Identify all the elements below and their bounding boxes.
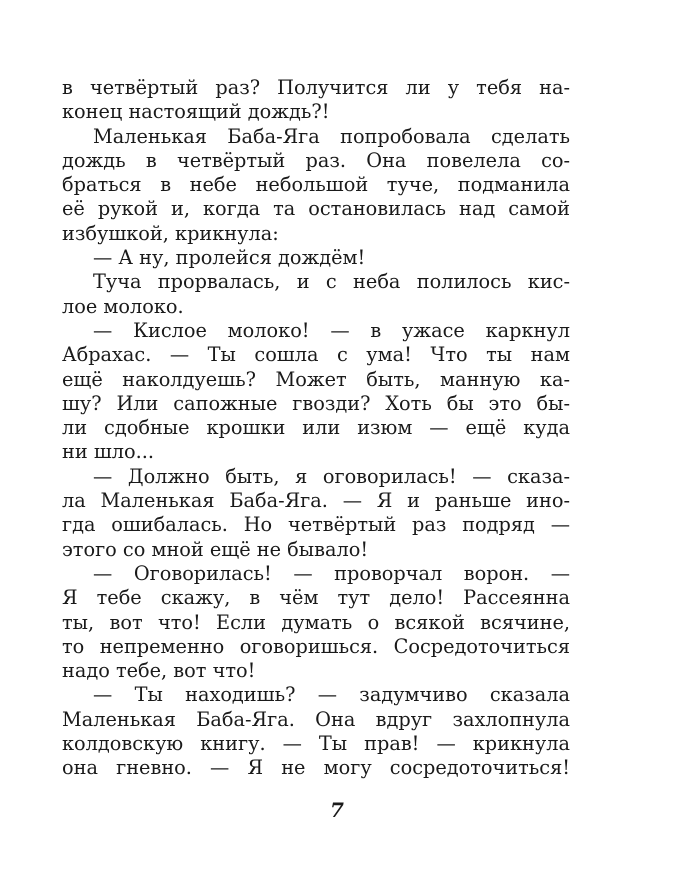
text-line: ли сдобные крошки или изюм — ещё куда xyxy=(62,416,570,440)
text-line: гда ошибалась. Но четвёртый раз подряд — xyxy=(62,513,570,537)
text-line: Абрахас. — Ты сошла с ума! Что ты нам xyxy=(62,343,570,367)
text-line: колдовскую книгу. — Ты прав! — крикнула xyxy=(62,732,570,756)
text-line: — Ты находишь? — задумчиво сказала xyxy=(93,683,570,707)
page-number: 7 xyxy=(330,798,344,822)
text-line: ты, вот что! Если думать о всякой всячине, xyxy=(62,610,570,634)
text-line: — А ну, пролейся дождём! xyxy=(93,246,366,270)
text-line: Маленькая Баба-Яга. Она вдруг захлопнула xyxy=(62,707,570,731)
text-line: то непременно оговоришься. Сосредоточиться xyxy=(62,634,570,658)
paragraph xyxy=(62,76,570,125)
paragraph xyxy=(62,270,570,319)
page-text xyxy=(62,76,570,781)
text-line: — Должно быть, я оговорилась! — сказа- xyxy=(93,464,570,488)
text-line: избушкой, крикнула: xyxy=(62,221,279,245)
text-line: конец настоящий дождь?! xyxy=(62,100,330,124)
paragraph xyxy=(62,125,570,246)
text-line: — Оговорилась! — проворчал ворон. — xyxy=(93,561,570,585)
text-line: дождь в четвёртый раз. Она повелела со- xyxy=(62,148,570,172)
text-line: её рукой и, когда та остановилась над самой xyxy=(62,197,570,221)
text-line: Туча прорвалась, и с неба полилось кис- xyxy=(93,270,570,294)
text-line: этого со мной ещё не бывало! xyxy=(62,537,369,561)
text-line: в четвёртый раз? Получится ли у тебя на- xyxy=(62,76,570,99)
text-line: Маленькая Баба-Яга попробовала сделать xyxy=(93,124,570,148)
paragraph xyxy=(62,246,570,270)
text-line: браться в небе небольшой туче, подманила xyxy=(62,173,570,197)
paragraph xyxy=(62,465,570,562)
text-line: ни шло... xyxy=(62,440,155,464)
text-line: ещё наколдуешь? Может быть, манную ка- xyxy=(62,367,570,391)
paragraph xyxy=(62,319,570,465)
text-line: надо тебе, вот что! xyxy=(62,659,256,683)
text-line: Я тебе скажу, в чём тут дело! Рассеянна xyxy=(62,586,570,610)
text-line: она гневно. — Я не могу сосредоточиться! xyxy=(62,756,570,780)
paragraph xyxy=(62,562,570,683)
text-line: — Кислое молоко! — в ужасе каркнул xyxy=(93,318,570,342)
text-line: лое молоко. xyxy=(62,294,184,318)
paragraph xyxy=(62,683,570,780)
text-line: ла Маленькая Баба-Яга. — Я и раньше ино- xyxy=(62,489,570,513)
text-line: шу? Или сапожные гвозди? Хоть бы это бы- xyxy=(62,391,570,415)
